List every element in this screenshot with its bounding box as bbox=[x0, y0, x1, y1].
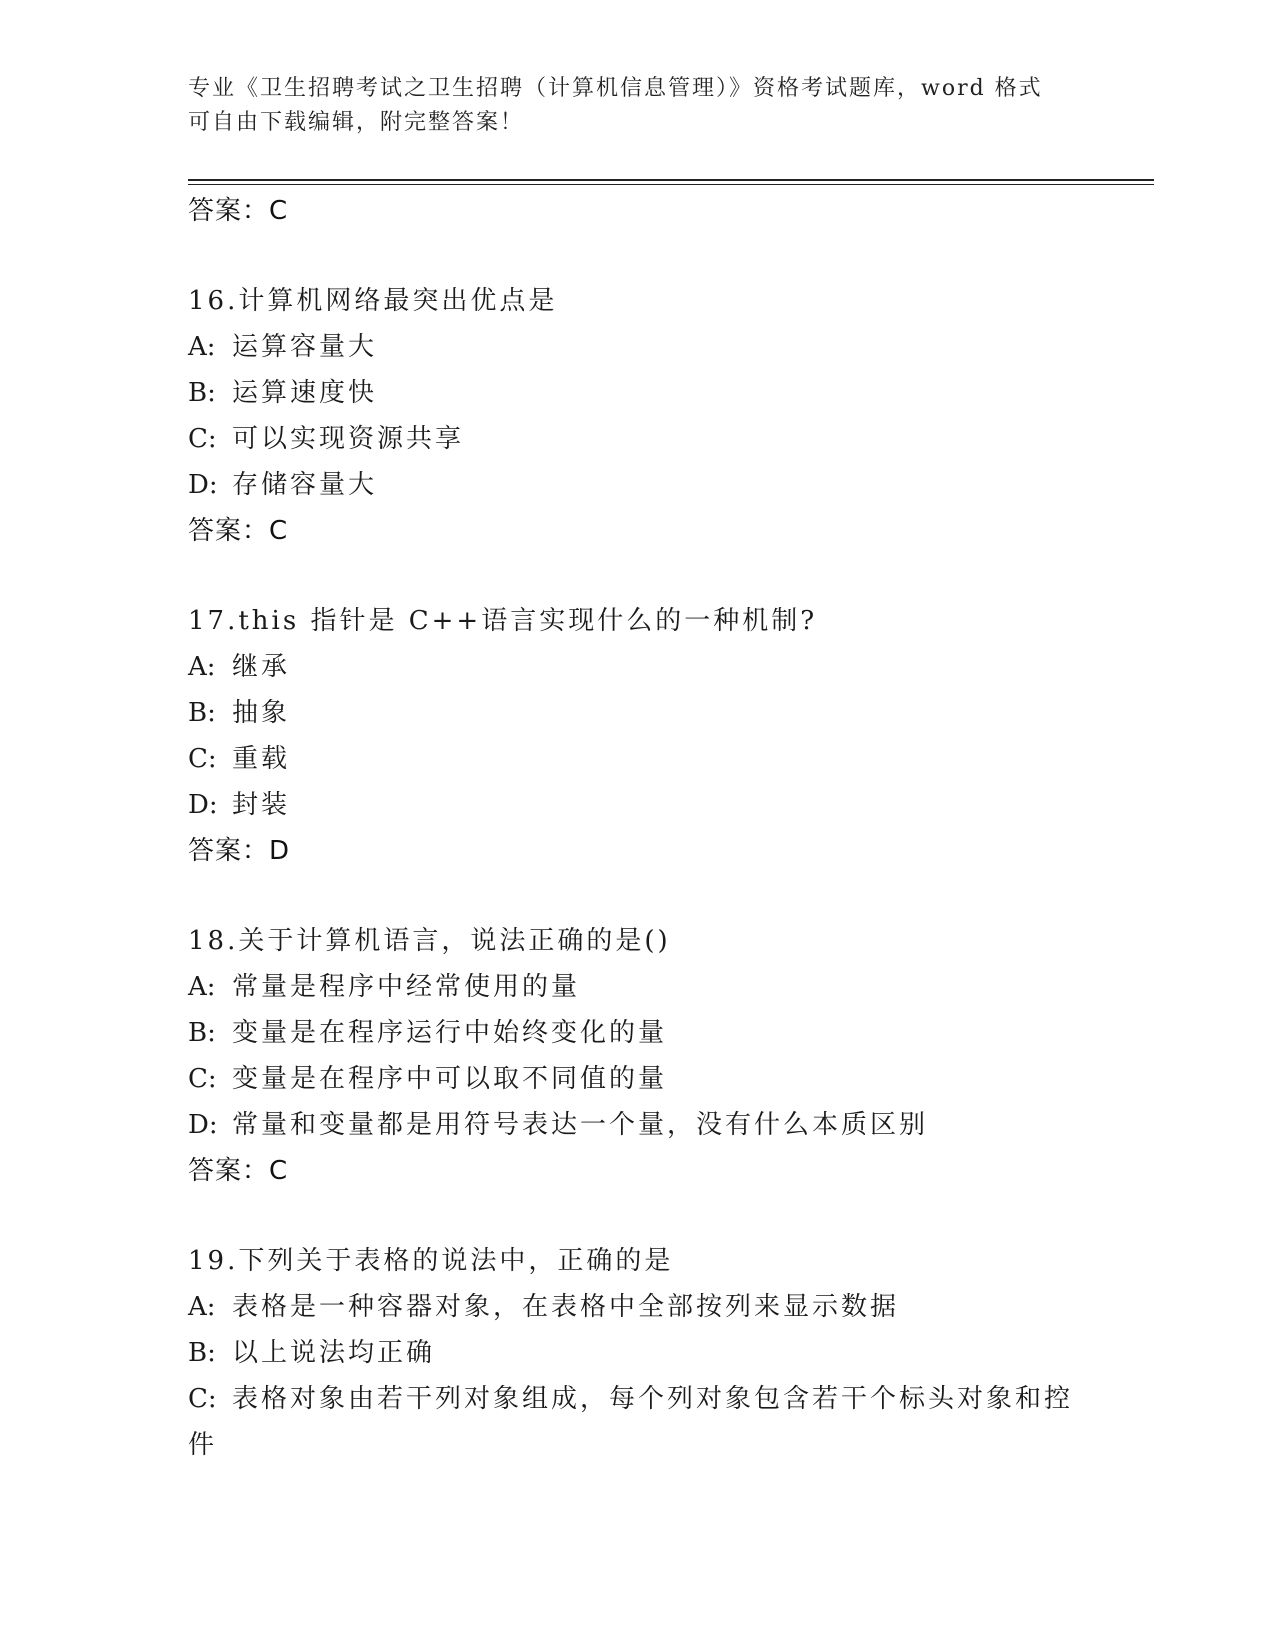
answer-line: 答案：D bbox=[188, 836, 291, 866]
header-rule bbox=[188, 179, 1154, 181]
question-19: 19.下列关于表格的说法中，正确的是 bbox=[188, 1246, 674, 1276]
question-17: 17.this 指针是 C++语言实现什么的一种机制? bbox=[188, 606, 818, 636]
option-c: C: 可以实现资源共享 bbox=[188, 424, 465, 454]
option-c: C: 表格对象由若干列对象组成，每个列对象包含若干个标头对象和控 bbox=[188, 1384, 1074, 1414]
option-a: A: 表格是一种容器对象，在表格中全部按列来显示数据 bbox=[188, 1292, 900, 1322]
option-a: A: 运算容量大 bbox=[188, 332, 378, 362]
option-b: B: 运算速度快 bbox=[188, 378, 378, 408]
option-b: B: 抽象 bbox=[188, 698, 291, 728]
answer-line: 答案：C bbox=[188, 516, 289, 546]
question-16: 16.计算机网络最突出优点是 bbox=[188, 286, 558, 316]
option-c-continuation: 件 bbox=[188, 1430, 218, 1460]
option-d: D: 封装 bbox=[188, 790, 291, 820]
answer-line: 答案：C bbox=[188, 1156, 289, 1186]
option-a: A: 常量是程序中经常使用的量 bbox=[188, 972, 581, 1002]
header-line-1: 专业《卫生招聘考试之卫生招聘（计算机信息管理）》资格考试题库，word 格式 bbox=[188, 76, 1043, 101]
option-d: D: 常量和变量都是用符号表达一个量，没有什么本质区别 bbox=[188, 1110, 929, 1140]
option-a: A: 继承 bbox=[188, 652, 291, 682]
question-18: 18.关于计算机语言，说法正确的是() bbox=[188, 926, 671, 956]
answer-line: 答案：C bbox=[188, 196, 289, 226]
option-b: B: 以上说法均正确 bbox=[188, 1338, 436, 1368]
header-rule-thin bbox=[188, 184, 1154, 185]
option-c: C: 重载 bbox=[188, 744, 291, 774]
option-d: D: 存储容量大 bbox=[188, 470, 378, 500]
question-list bbox=[188, 188, 1088, 1468]
option-c: C: 变量是在程序中可以取不同值的量 bbox=[188, 1064, 668, 1094]
document-header bbox=[188, 72, 1088, 140]
option-b: B: 变量是在程序运行中始终变化的量 bbox=[188, 1018, 668, 1048]
header-line-2: 可自由下载编辑，附完整答案！ bbox=[188, 110, 525, 135]
